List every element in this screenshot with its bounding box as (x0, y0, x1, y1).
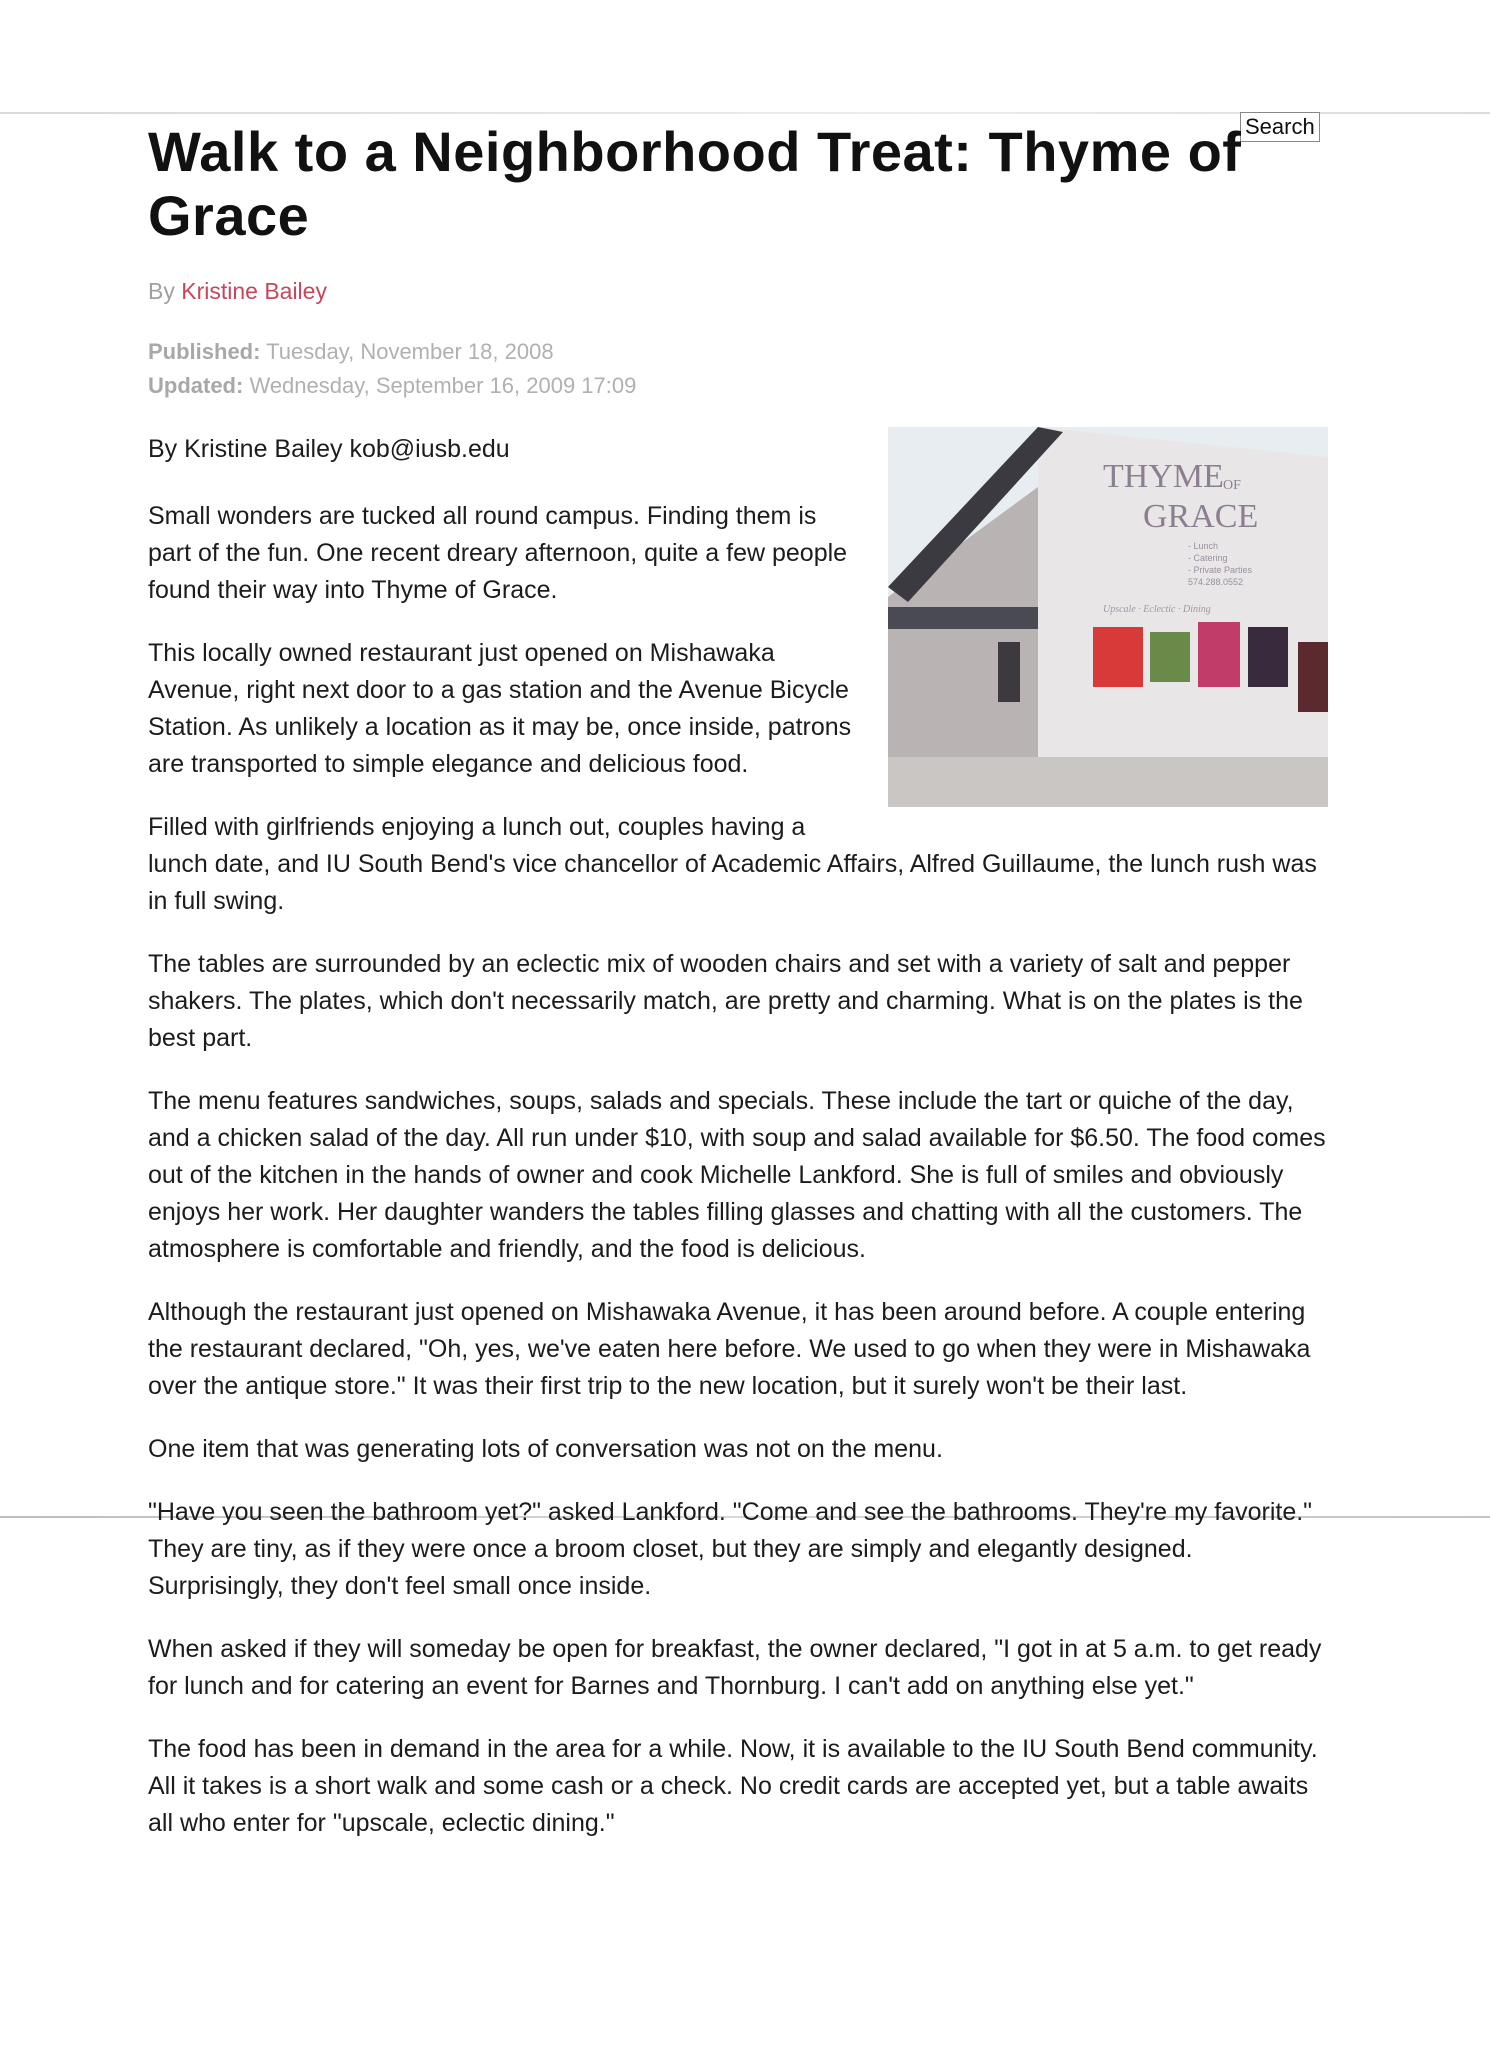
byline-prefix: By (148, 278, 175, 304)
article-paragraph: Although the restaurant just opened on Mishawaka Avenue, it has been around before. A couple entering the restaurant declared, "Oh, yes, we've eaten here before. We used to go when they were in Mishawaka over the antique store." It was their first trip to the new location, but it surely won't be their last. (148, 1298, 1311, 1400)
sign-phone: 574.288.0552 (1188, 577, 1244, 587)
building-awning (888, 607, 1038, 629)
article-paragraph: The menu features sandwiches, soups, salads and specials. These include the tart or quiche of the day, and a chicken salad of the day. All run under $10, with soup and salad available for $6.50. The food comes out of the kitchen in the hands of owner and cook Michelle Lankford. She is full of smiles and obviously enjoys her work. Her daughter wanders the tables filling glasses and chatting with all the customers. The atmosphere is comfortable and friendly, and the food is delicious. (148, 1087, 1326, 1263)
article-body (148, 431, 1328, 1842)
sign-service-1: - Lunch (1188, 541, 1219, 551)
article-paragraph: The food has been in demand in the area for a while. Now, it is available to the IU South Bend community. All it takes is a short walk and some cash or a check. No credit cards are accepted yet, but a table awaits all who enter for "upscale, eclectic dining." (148, 1735, 1318, 1837)
poster-5 (1298, 642, 1328, 712)
author-link[interactable]: Kristine Bailey (181, 278, 327, 304)
published-row (148, 335, 1328, 369)
updated-value: Wednesday, September 16, 2009 17:09 (249, 373, 637, 398)
article-paragraph: One item that was generating lots of conversation was not on the menu. (148, 1435, 943, 1463)
article-author-email: By Kristine Bailey kob@iusb.edu (148, 435, 510, 463)
sign-of: OF (1223, 478, 1241, 493)
poster-4 (1248, 627, 1288, 687)
page-title: Walk to a Neighborhood Treat: Thyme of Grace (148, 120, 1242, 247)
search-button[interactable]: Search (1240, 112, 1320, 142)
sign-service-3: - Private Parties (1188, 565, 1253, 575)
article-paragraph: "Have you seen the bathroom yet?" asked Lankford. "Come and see the bathrooms. They're my favorite." They are tiny, as if they were once a broom closet, but they are simply and elegantly designed. Surprisingly, they don't feel small once inside. (148, 1498, 1313, 1600)
restaurant-photo (888, 427, 1328, 807)
article-page (148, 120, 1328, 1868)
article-paragraph: This locally owned restaurant just opened on Mishawaka Avenue, right next door to a gas station and the Avenue Bicycle Station. As unlikely a location as it may be, once inside, patrons are transported to simple elegance and delicious food. (148, 639, 852, 778)
article-paragraph: Small wonders are tucked all round campus. Finding them is part of the fun. One recent dreary afternoon, quite a few people found their way into Thyme of Grace. (148, 502, 848, 604)
poster-3 (1198, 622, 1240, 687)
poster-2 (1150, 632, 1190, 682)
article-meta (148, 335, 1328, 403)
sign-line-1: THYME (1103, 458, 1224, 495)
article-paragraph: The tables are surrounded by an eclectic mix of wooden chairs and set with a variety of salt and pepper shakers. The plates, which don't necessarily match, are pretty and charming. What is on the plates is the best part. (148, 950, 1303, 1052)
updated-label: Updated: (148, 373, 244, 398)
sign-service-2: - Catering (1188, 553, 1228, 563)
updated-row (148, 369, 1328, 403)
sign-line-2: GRACE (1143, 498, 1259, 535)
published-label: Published: (148, 339, 261, 364)
article-paragraph: Filled with girlfriends enjoying a lunch out, couples having a lunch date, and IU South Bend's vice chancellor of Academic Affairs, Alfred Guillaume, the lunch rush was in full swing. (148, 813, 1317, 915)
poster-1 (1093, 627, 1143, 687)
article-paragraph: When asked if they will someday be open for breakfast, the owner declared, "I got in at 5 a.m. to get ready for lunch and for catering an event for Barnes and Thornburg. I can't add on anything else yet." (148, 1635, 1322, 1700)
byline (148, 278, 1328, 305)
sign-tagline: Upscale · Eclectic · Dining (1103, 604, 1211, 615)
pedestrian (998, 642, 1020, 702)
published-value: Tuesday, November 18, 2008 (266, 339, 554, 364)
restaurant-photo-illustration (888, 427, 1328, 807)
